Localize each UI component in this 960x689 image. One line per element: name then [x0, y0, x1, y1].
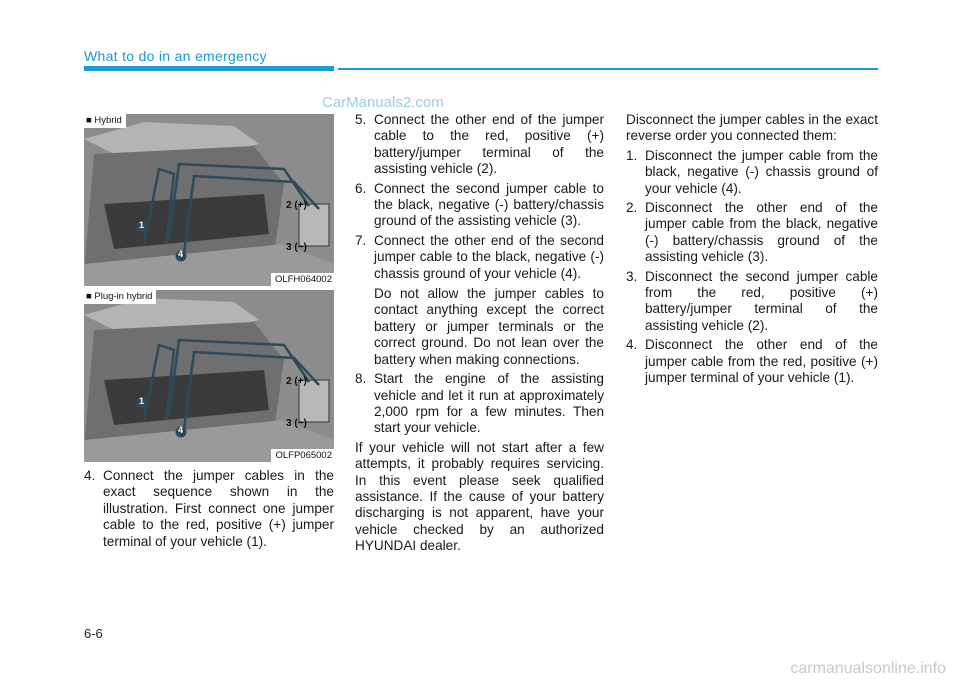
- header-rule: [338, 68, 878, 70]
- figure-label: ■ Plug-in hybrid: [84, 290, 156, 304]
- callout-3: 3 (−): [286, 242, 307, 253]
- step-text: Disconnect the other end of the jumper cable from the black, negative (-) battery/chassis ground of the assisting vehicle (3).: [645, 200, 878, 265]
- callout-2: 2 (+): [286, 376, 307, 387]
- step-7-note: Do not allow the jumper cables to contact anything except the correct battery or jumper terminals or the correct ground. Do not lean over the battery when making connections.: [374, 286, 604, 367]
- column-1: [84, 468, 334, 553]
- step-text: Start the engine of the assisting vehicle and let it run at approximately 2,000 rpm for a few minutes. Then start your vehicle.: [374, 371, 604, 436]
- step-number: 4.: [84, 468, 96, 483]
- disconnect-step-2: [626, 200, 878, 266]
- footer-watermark: carmanualsonline.info: [790, 660, 946, 677]
- step-5: [355, 112, 604, 178]
- figure-label: ■ Hybrid: [84, 114, 126, 128]
- header-bar: [84, 66, 334, 71]
- figure-code: OLFH064002: [271, 273, 334, 286]
- figure-hybrid: [84, 114, 334, 286]
- disconnect-step-1: [626, 148, 878, 197]
- step-number: 3.: [626, 268, 638, 284]
- step-7: [355, 233, 604, 282]
- step-text: Connect the second jumper cable to the black, negative (-) battery/chassis ground of the assisting vehicle (3).: [374, 180, 604, 229]
- disconnect-intro: Disconnect the jumper cables in the exact reverse order you connected them:: [626, 112, 878, 144]
- callout-1: 1: [139, 220, 145, 230]
- column-3: [626, 112, 878, 390]
- step-number: 6.: [355, 180, 367, 196]
- figure-code: OLFP065002: [271, 449, 334, 462]
- step-text: Disconnect the other end of the jumper cable from the red, positive (+) jumper terminal of your vehicle (1).: [645, 337, 878, 386]
- page-number: 6-6: [84, 626, 103, 641]
- step-number: 4.: [626, 337, 638, 353]
- figure-plug-in-hybrid: [84, 290, 334, 462]
- disconnect-step-4: [626, 337, 878, 386]
- step-8: [355, 371, 604, 437]
- step-number: 5.: [355, 112, 367, 127]
- step-text: Disconnect the second jumper cable from the red, positive (+) battery/jumper terminal of the assisting vehicle (2).: [645, 268, 878, 333]
- callout-4: 4: [178, 249, 184, 259]
- step-6: [355, 181, 604, 230]
- step-number: 7.: [355, 232, 367, 248]
- callout-3: 3 (−): [286, 418, 307, 429]
- callout-1: 1: [139, 396, 145, 406]
- section-title: What to do in an emergency: [84, 48, 267, 64]
- step-number: 8.: [355, 371, 367, 387]
- watermark: CarManuals2.com: [322, 94, 444, 111]
- step-text: Connect the other end of the jumper cable to the red, positive (+) battery/jumper terminal of the assisting vehicle (2).: [374, 112, 604, 177]
- step-text: Connect the other end of the second jumper cable to the black, negative (-) chassis ground of your vehicle (4).: [374, 232, 604, 281]
- callout-4: 4: [178, 425, 184, 435]
- disconnect-step-3: [626, 269, 878, 335]
- column-2: [355, 112, 604, 558]
- step-number: 2.: [626, 200, 638, 216]
- step-number: 1.: [626, 147, 638, 163]
- servicing-paragraph: If your vehicle will not start after a few attempts, it probably requires servicing. In this event please seek qualified assistance. If the cause of your battery discharging is not apparent, have your vehicle checked by an authorized HYUNDAI dealer.: [355, 439, 604, 554]
- step-text: Connect the jumper cables in the exact sequence shown in the illustration. First connect one jumper cable to the red, positive (+) jumper terminal of your vehicle (1).: [103, 468, 334, 549]
- step-4: [84, 468, 334, 550]
- step-text: Disconnect the jumper cable from the black, negative (-) chassis ground of your vehicle (4).: [645, 147, 878, 196]
- callout-2: 2 (+): [286, 200, 307, 211]
